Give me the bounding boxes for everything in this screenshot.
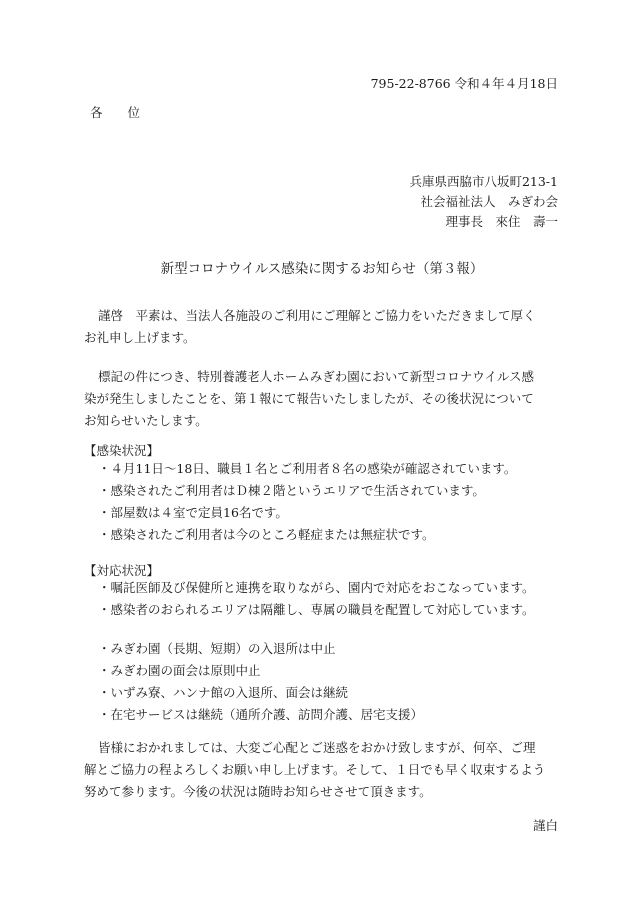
document-title: 新型コロナウイルス感染に関するお知らせ（第３報） xyxy=(160,261,484,277)
date-line: 795-22-8766 令和４年４月18日 xyxy=(370,76,558,91)
intro-line: 謹啓 平素は、当法人各施設のご利用にご理解とご協力をいただきまして厚く xyxy=(98,308,536,323)
response-status-heading: 【対応状況】 xyxy=(84,563,160,578)
closing-paragraph xyxy=(84,737,566,803)
response-status-list xyxy=(98,577,535,621)
list-item: ・みぎわ園の面会は原則中止 xyxy=(98,663,261,678)
list-item: ・４月11日～18日、職員１名とご利用者８名の感染が確認されています。 xyxy=(98,461,517,476)
list-item: ・感染者のおられるエリアは隔離し、専属の職員を配置して対応しています。 xyxy=(98,602,535,617)
sender-representative: 理事長 來住 壽一 xyxy=(445,214,558,229)
closing-line: 皆様におかれましては、大変ご心配とご迷惑をおかけ致しますが、何卒、ご理 xyxy=(98,740,536,755)
infection-status-heading: 【感染状況】 xyxy=(84,443,160,458)
sender-address: 兵庫県西脇市八坂町213-1 xyxy=(409,174,558,189)
list-item: ・感染されたご利用者は今のところ軽症または無症状です。 xyxy=(98,527,435,542)
response-measures-list xyxy=(98,638,423,726)
sign-off: 謹白 xyxy=(532,818,558,833)
intro-line: お礼申し上げます。 xyxy=(84,330,196,345)
sender-organization: 社会福祉法人 みぎわ会 xyxy=(420,194,558,209)
addressee: 各 位 xyxy=(90,105,141,120)
infection-status-list xyxy=(98,458,516,546)
list-item: ・みぎわ園（長期、短期）の入退所は中止 xyxy=(98,641,336,656)
body-line: 染が発生しましたことを、第１報にて報告いたしましたが、その後状況について xyxy=(84,391,534,406)
list-item: ・在宅サービスは継続（通所介護、訪問介護、居宅支援） xyxy=(98,707,424,722)
body-line: 標記の件につき、特別養護老人ホームみぎわ園において新型コロナウイルス感 xyxy=(98,369,535,384)
list-item: ・感染されたご利用者はＤ棟２階というエリアで生活されています。 xyxy=(98,483,485,498)
list-item: ・いずみ寮、ハンナ館の入退所、面会は継続 xyxy=(98,685,349,700)
intro-paragraph xyxy=(84,305,566,349)
body-line: お知らせいたします。 xyxy=(84,413,208,428)
closing-line: 努めて参ります。今後の状況は随時お知らせさせて頂きます。 xyxy=(84,784,432,799)
list-item: ・部屋数は４室で定員16名です。 xyxy=(98,505,288,520)
list-item: ・嘱託医師及び保健所と連携を取りながら、園内で対応をおこなっています。 xyxy=(98,580,535,595)
body-paragraph xyxy=(84,366,566,432)
closing-line: 解とご協力の程よろしくお願い申し上げます。そして、１日でも早く収束するよう xyxy=(84,762,546,777)
